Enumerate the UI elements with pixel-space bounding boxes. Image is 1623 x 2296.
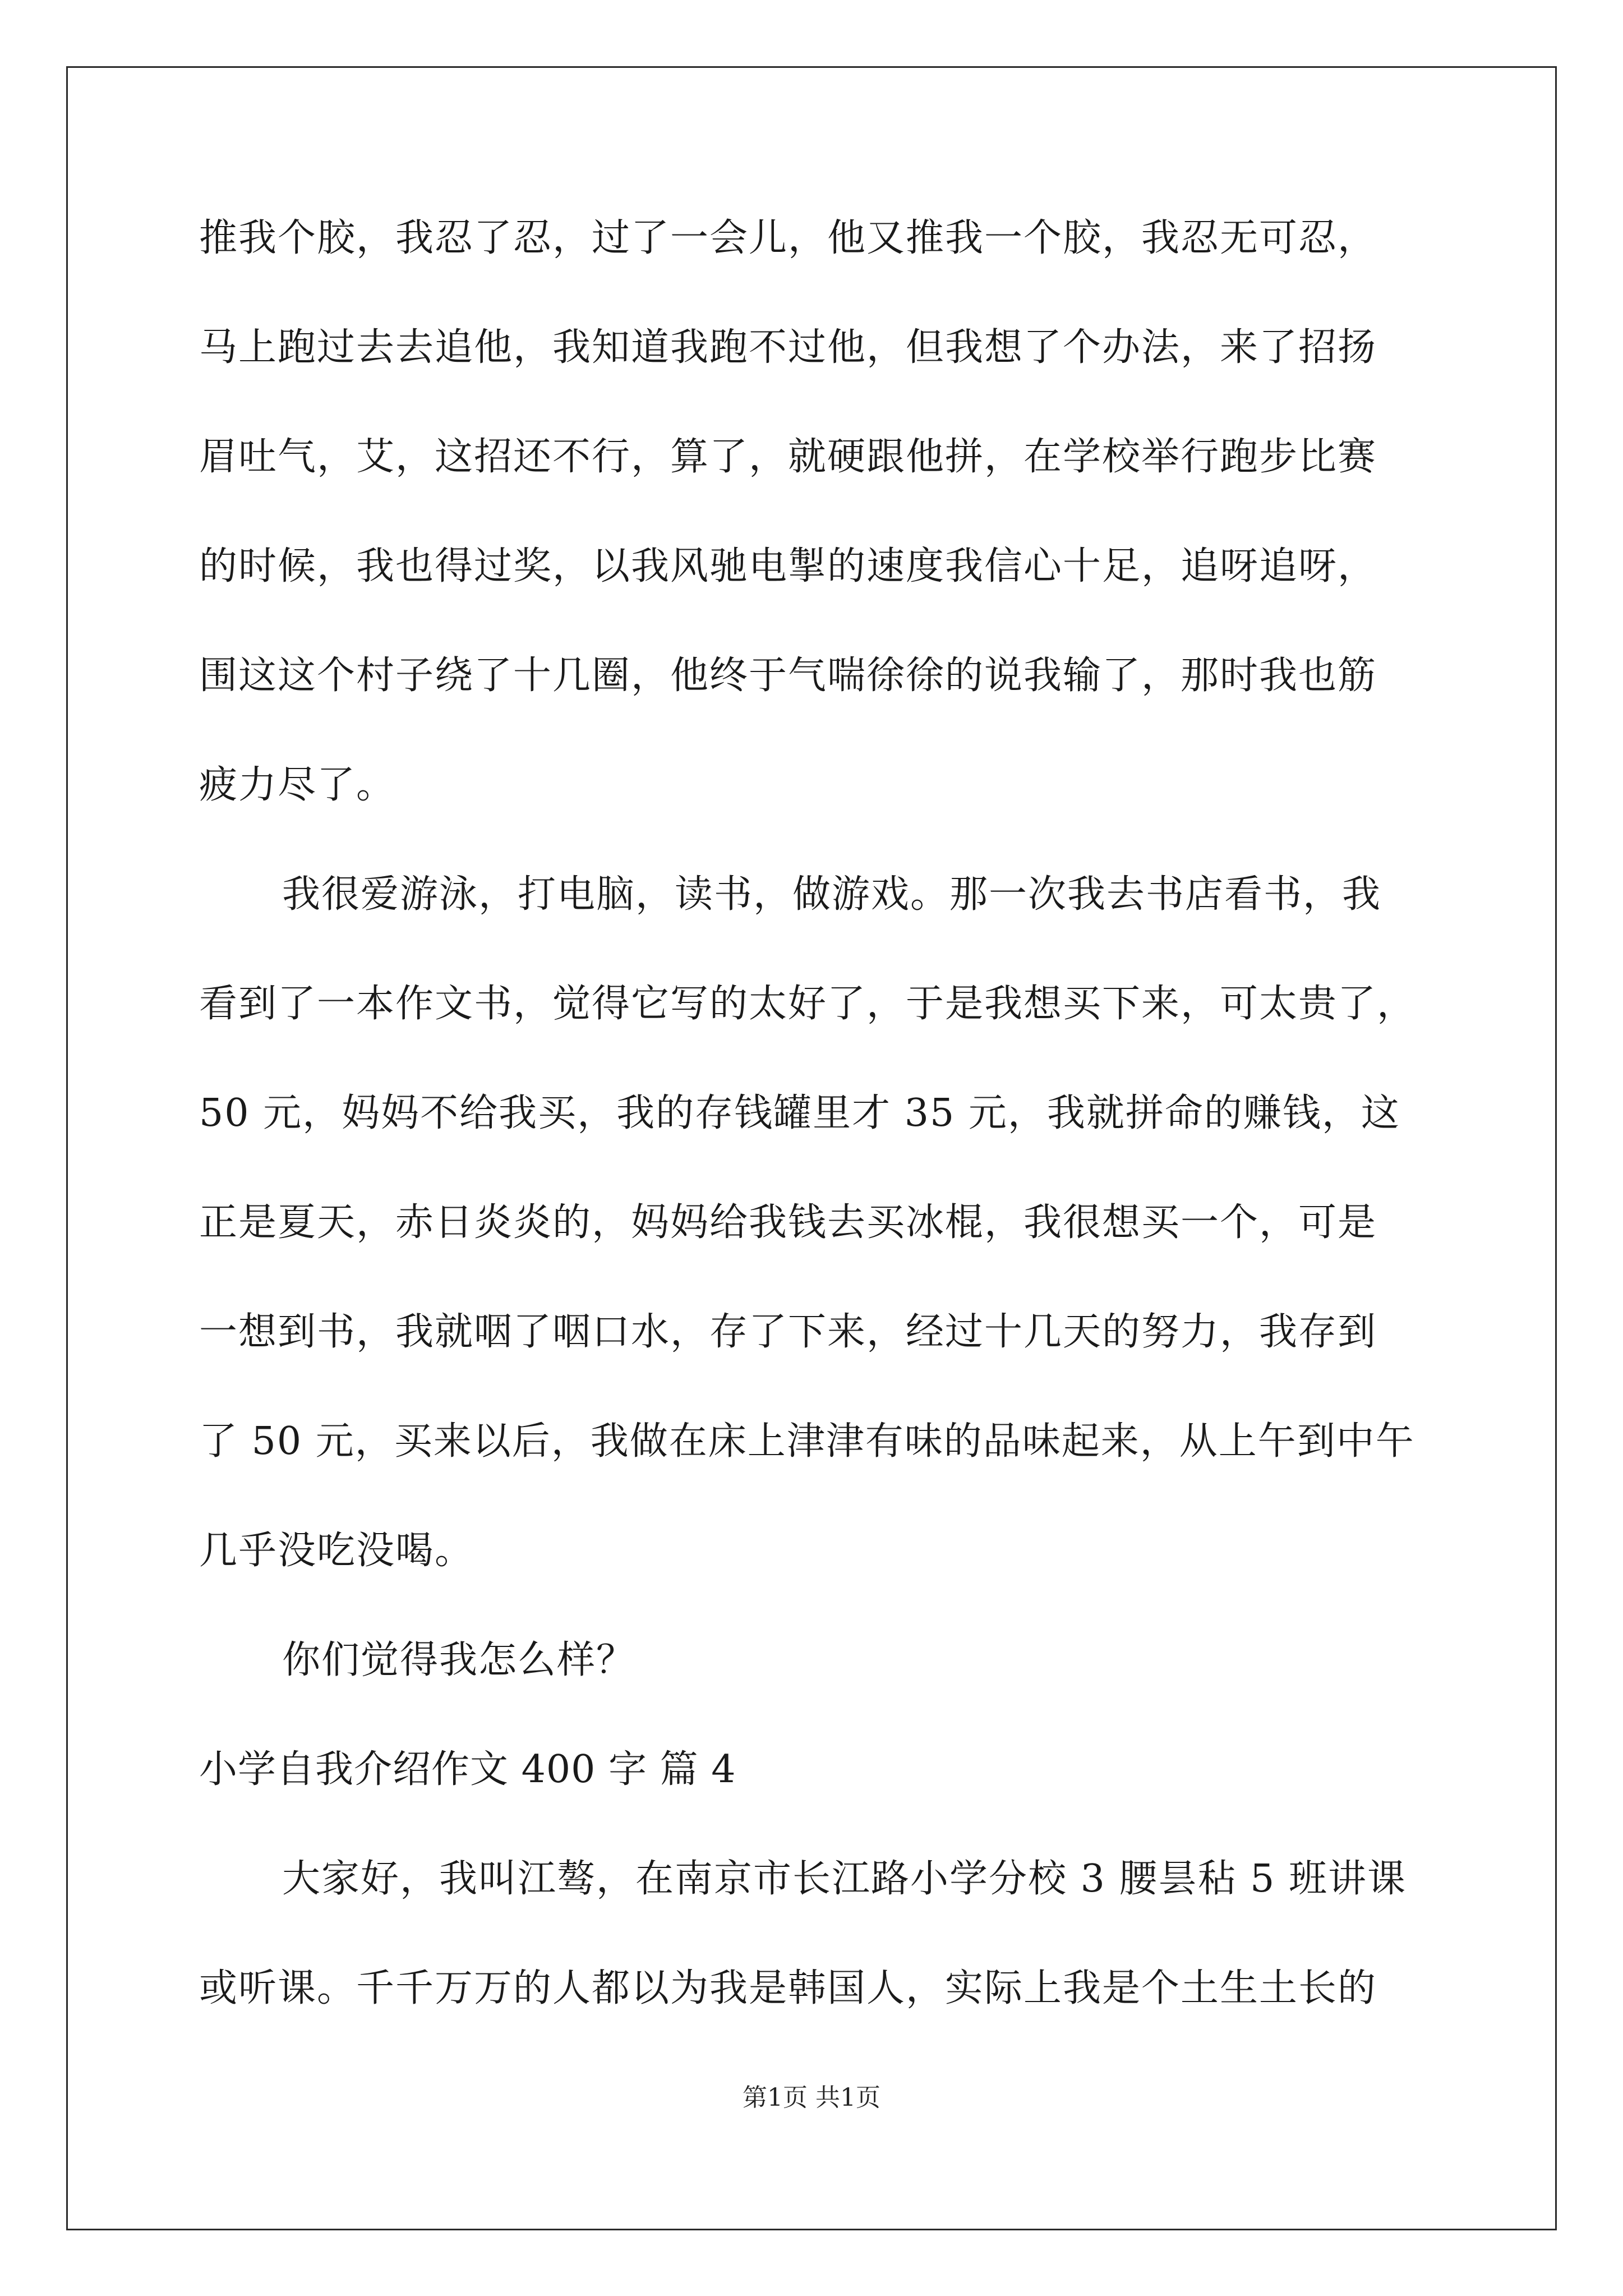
text-line: 眉吐气，艾，这招还不行，算了，就硬跟他拼，在学校举行跑步比赛 bbox=[199, 435, 1377, 479]
text-line: 了 50 元，买来以后，我做在床上津津有味的品味起来，从上午到中午 bbox=[199, 1419, 1415, 1464]
paragraph-start-line: 大家好，我叫江骜，在南京市长江路小学分校 3 腰昙秥 5 班讲课 bbox=[282, 1857, 1407, 1901]
page-footer: 第1页 共1页 bbox=[743, 2083, 880, 2112]
text-line: 一想到书，我就咽了咽口水，存了下来，经过十几天的努力，我存到 bbox=[199, 1310, 1377, 1354]
paragraph-start-line: 我很爱游泳，打电脑，读书，做游戏。那一次我去书店看书，我 bbox=[282, 872, 1382, 917]
text-line: 看到了一本作文书，觉得它写的太好了，于是我想买下来，可太贵了， bbox=[199, 982, 1417, 1026]
section-heading: 小学自我介绍作文 400 字 篇 4 bbox=[199, 1747, 736, 1792]
paragraph-start-line: 你们觉得我怎么样？ bbox=[282, 1638, 636, 1682]
text-line: 正是夏天，赤日炎炎的，妈妈给我钱去买冰棍，我很想买一个，可是 bbox=[199, 1200, 1377, 1245]
text-line: 围这这个村子绕了十几圈，他终于气喘徐徐的说我输了，那时我也筋 bbox=[199, 654, 1377, 698]
text-line: 几乎没吃没喝。 bbox=[199, 1529, 474, 1573]
text-line: 推我个胶，我忍了忍，过了一会儿，他又推我一个胶，我忍无可忍， bbox=[199, 216, 1377, 260]
text-line: 或听课。千千万万的人都以为我是韩国人，实际上我是个土生土长的 bbox=[199, 1966, 1377, 2010]
text-line: 的时候，我也得过奖，以我风驰电掣的速度我信心十足，追呀追呀， bbox=[199, 544, 1377, 588]
text-line: 马上跑过去去追他，我知道我跑不过他，但我想了个办法，来了招扬 bbox=[199, 325, 1377, 370]
document-body bbox=[199, 216, 1444, 2076]
text-line: 疲力尽了。 bbox=[199, 763, 396, 807]
text-line: 50 元，妈妈不给我买，我的存钱罐里才 35 元，我就拼命的赚钱，这 bbox=[199, 1091, 1400, 1135]
